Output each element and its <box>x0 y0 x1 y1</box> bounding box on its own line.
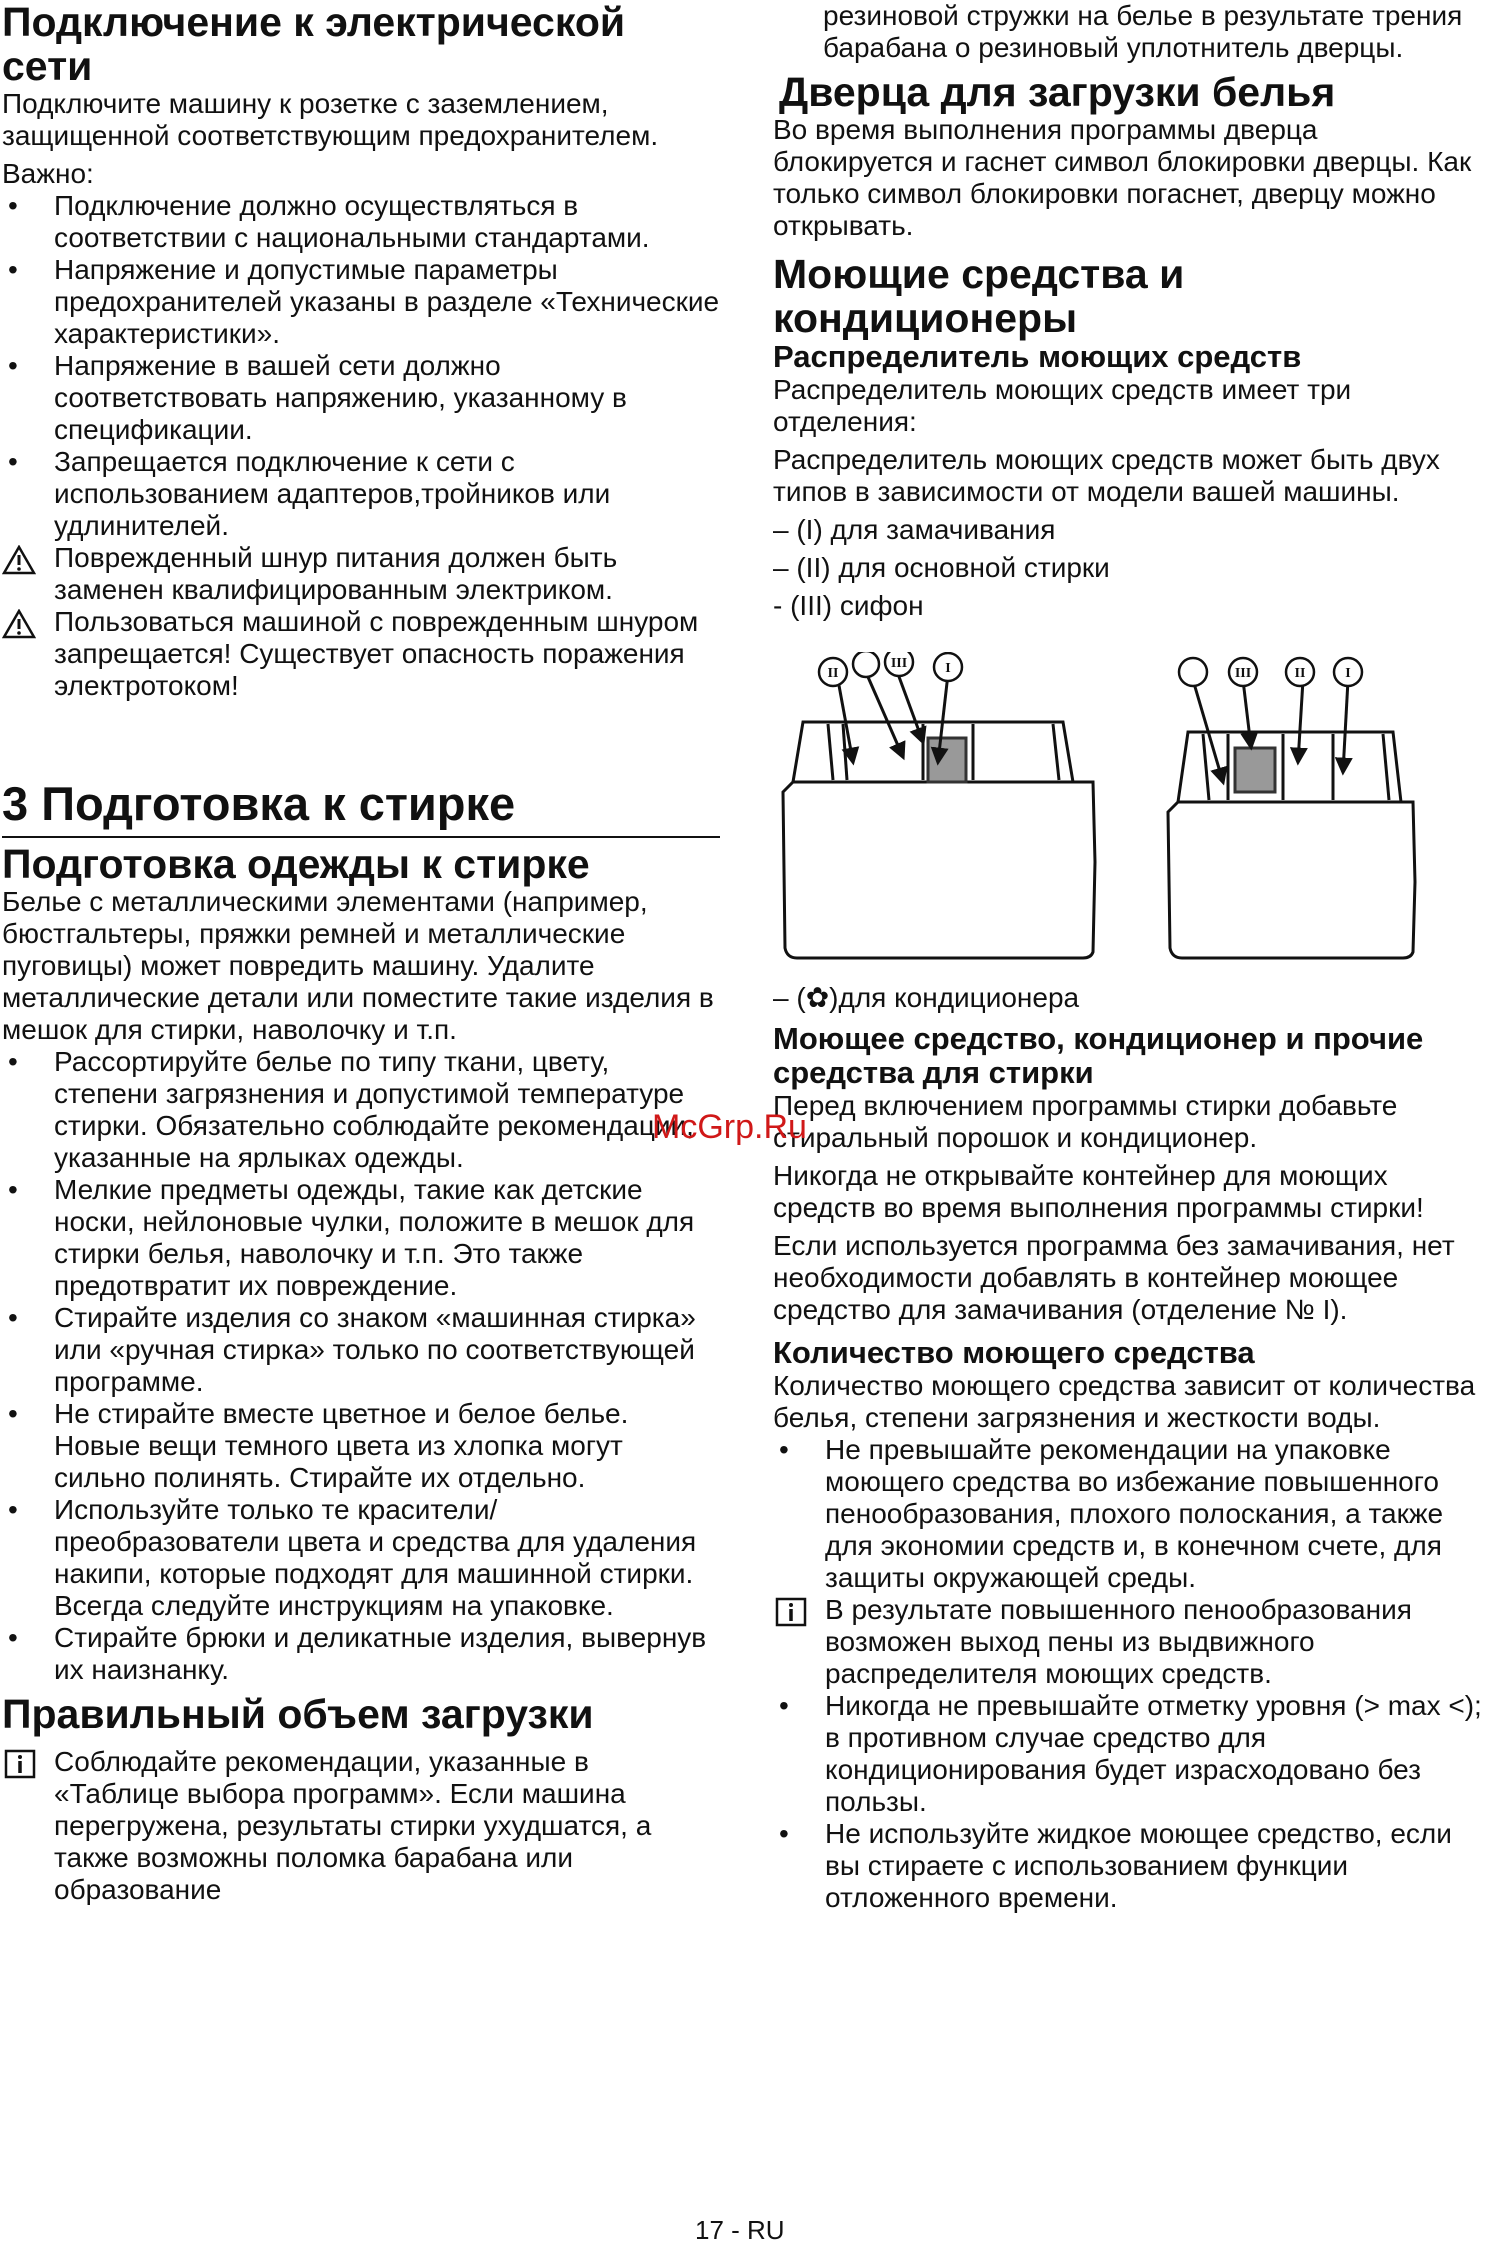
compartment-main-wash: – (II) для основной стирки <box>773 552 1110 583</box>
label-III: III <box>1234 666 1252 681</box>
paragraph-connect: Подключите машину к розетке с заземлением, защищенной соответствующим предохранителем. <box>2 88 659 151</box>
info-icon <box>775 1597 807 1627</box>
list-item: • Используйте только те красители/преобразователи цвета и средства для удаления накипи, которые подходят для машинной стирки. Всегда следуйте инструкциям на упаковке. <box>2 1494 720 1622</box>
heading-electrical-connection: Подключение к электрической сети <box>2 0 626 89</box>
warning-text: Поврежденный шнур питания должен быть заменен квалифицированным электриком. <box>54 542 618 605</box>
paragraph-continued: резиновой стружки на белье в результате трения барабана о резиновый уплотнитель дверцы. <box>823 0 1463 63</box>
list-item: • Подключение должно осуществляться в соответствии с национальными стандартами. <box>2 190 720 254</box>
list-item: • Напряжение и допустимые параметры предохранителей указаны в разделе «Технические характеристики». <box>2 254 720 350</box>
paragraph-quantity: Количество моющего средства зависит от количества белья, степени загрязнения и жесткости воды. <box>773 1370 1476 1433</box>
list-item: • Напряжение в вашей сети должно соответствовать напряжению, указанному в спецификации. <box>2 350 720 446</box>
info-text: В результате повышенного пенообразования возможен выход пены из выдвижного распределителя моющих средств. <box>825 1594 1412 1689</box>
heading-clothes-preparation: Подготовка одежды к стирке <box>2 841 590 887</box>
paragraph-dispenser-compartments: Распределитель моющих средств имеет три отделения: <box>773 374 1352 437</box>
list-item: • Не стирайте вместе цветное и белое белье. Новые вещи темного цвета из хлопка могут сильно полинять. Стирайте их отдельно. <box>2 1398 720 1494</box>
paragraph-dispenser-types: Распределитель моющих средств может быть двух типов в зависимости от модели вашей машины. <box>773 444 1440 507</box>
paragraph-no-soak: Если используется программа без замачивания, нет необходимости добавлять в контейнер моющее средство для замачивания (отделение № I). <box>773 1230 1455 1325</box>
list-item: • Не используйте жидкое моющее средство, если вы стираете с использованием функции отложенного времени. <box>773 1818 1483 1914</box>
list-item: • Запрещается подключение к сети с использованием адаптеров,тройников или удлинителей. <box>2 446 720 542</box>
info-note <box>2 1746 720 1906</box>
flower-icon: ✿ <box>805 982 830 1013</box>
list-item: • Никогда не превышайте отметку уровня (> max <); в противном случае средство для кондиционирования будет израсходовано без пользы. <box>773 1690 1483 1818</box>
right-column <box>773 0 1483 1914</box>
left-column <box>2 0 720 1906</box>
info-icon <box>4 1749 36 1779</box>
list-connection-rules <box>2 190 720 542</box>
label-II: II <box>1294 666 1306 681</box>
list-item: • Рассортируйте белье по типу ткани, цвету, степени загрязнения и допустимой температуре стирки. Обязательно соблюдайте рекомендации, указанные на ярлыках одежды. <box>2 1046 720 1174</box>
heading-detergents: Моющие средства и кондиционеры <box>773 251 1185 341</box>
subheading-dispenser: Распределитель моющих средств <box>773 339 1302 374</box>
warning-note <box>2 542 720 606</box>
heading-door: Дверца для загрузки белья <box>779 69 1336 115</box>
info-text: Соблюдайте рекомендации, указанные в «Таблице выбора программ». Если машина перегружена, результаты стирки ухудшатся, а также возможны поломка барабана или образование <box>54 1746 652 1905</box>
subheading-quantity: Количество моющего средства <box>773 1335 1255 1370</box>
label-I: I <box>945 661 951 676</box>
warning-text: Пользоваться машиной с поврежденным шнуром запрещается! Существует опасность поражения электротоком! <box>54 606 699 701</box>
dispenser-diagrams <box>773 652 1483 972</box>
list-item: • Мелкие предметы одежды, такие как детские носки, нейлоновые чулки, положите в мешок для стирки белья, наволочку и т.п. Это также предотвратит их повреждение. <box>2 1174 720 1302</box>
heading-load-volume: Правильный объем загрузки <box>2 1691 594 1737</box>
paragraph-metal-items: Белье с металлическими элементами (например, бюстгальтеры, пряжки ремней и металлические пуговицы) может повредить машину. Удалите металлические детали или поместите такие изделия в мешок для стирки, наволочку и т.п. <box>2 886 714 1045</box>
warning-icon <box>2 545 36 575</box>
compartment-soak: – (I) для замачивания <box>773 514 1056 545</box>
section-title: 3 Подготовка к стирке <box>2 776 720 838</box>
important-label: Важно: <box>2 158 94 189</box>
list-quantity-rules <box>773 1434 1483 1594</box>
dispenser-drawing <box>773 652 1483 972</box>
label-III: III <box>890 656 908 671</box>
list-preparation-rules <box>2 1046 720 1686</box>
list-item: • Не превышайте рекомендации на упаковке моющего средства во избежание повышенного пенообразования, плохого полоскания, а также для экономии средств и, в конечном счете, для защиты окружающей среды. <box>773 1434 1483 1594</box>
dispenser-diagram-right <box>1168 732 1415 958</box>
info-note <box>773 1594 1483 1690</box>
list-quantity-rules-2 <box>773 1690 1483 1914</box>
softener-line: – (✿)для кондиционера <box>773 982 1080 1013</box>
label-I: I <box>1345 666 1351 681</box>
label-II: II <box>827 666 839 681</box>
paragraph-before-program: Перед включением программы стирки добавьте стиральный порошок и кондиционер. <box>773 1090 1398 1153</box>
warning-note <box>2 606 720 702</box>
paragraph-door: Во время выполнения программы дверца блокируется и гаснет символ блокировки дверцы. Как только символ блокировки погаснет, дверцу можно открывать. <box>773 114 1472 241</box>
paragraph-never-open: Никогда не открывайте контейнер для моющих средств во время выполнения программы стирки! <box>773 1160 1424 1223</box>
compartment-siphon: - (III) сифон <box>773 590 924 621</box>
warning-icon <box>2 609 36 639</box>
list-item: • Стирайте изделия со знаком «машинная стирка» или «ручная стирка» только по соответствующей программе. <box>2 1302 720 1398</box>
page-number: 17 - RU <box>695 2215 785 2245</box>
watermark: McGrp.Ru <box>652 1108 807 1146</box>
subheading-detergent-softener: Моющее средство, кондиционер и прочие средства для стирки <box>773 1021 1424 1090</box>
list-item: • Стирайте брюки и деликатные изделия, вывернув их наизнанку. <box>2 1622 720 1686</box>
